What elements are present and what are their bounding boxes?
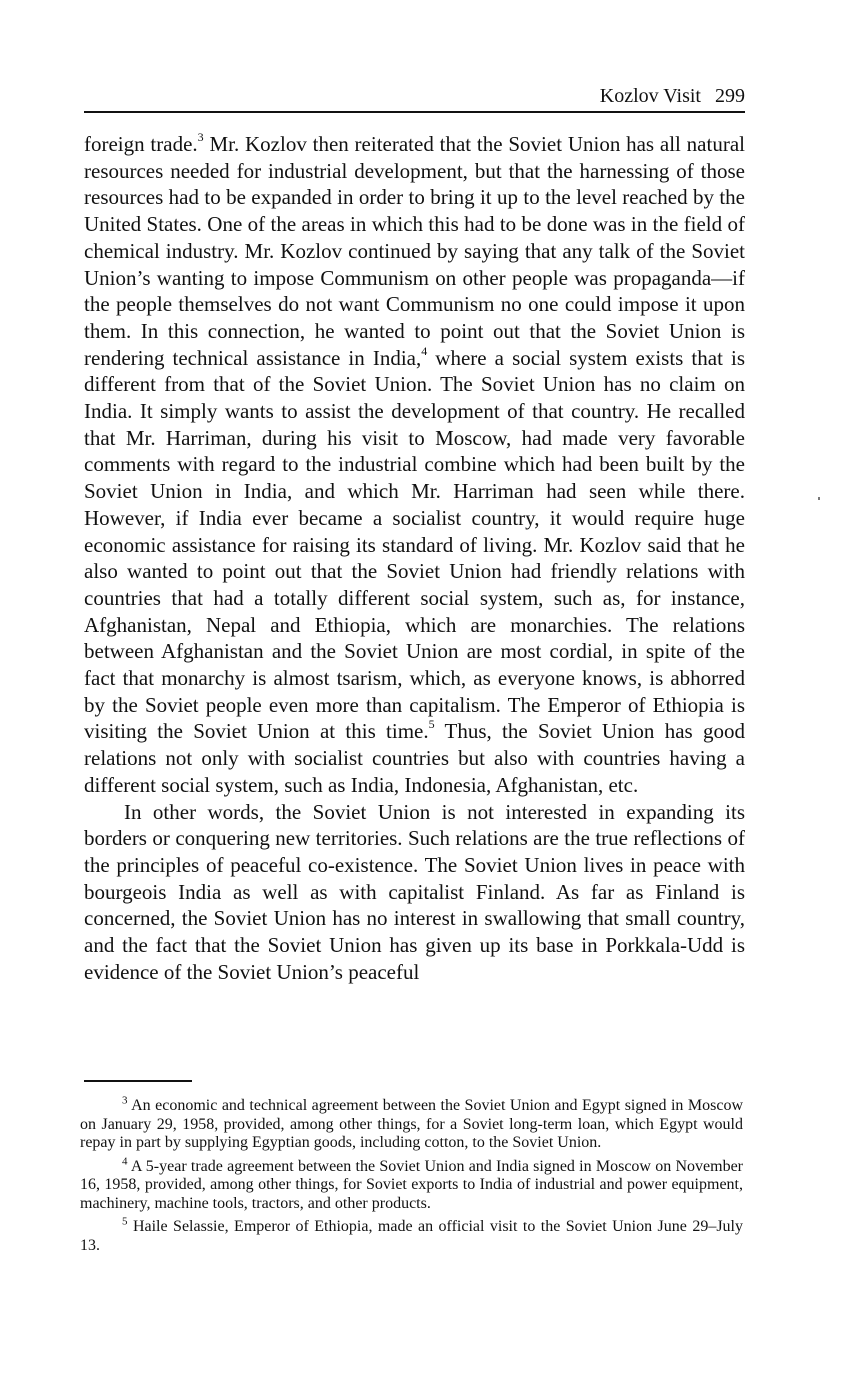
page-number: 299 (715, 85, 745, 107)
footnote-text: An economic and technical agreement between the Soviet Union and Egypt signed in Moscow on January 29, 1958, provided, among other things, for a Soviet long-term loan, which Egypt would repay in part by supplying Egyptian goods, including cotton, to the Soviet Union. (80, 1097, 744, 1151)
paragraph-2: In other words, the Soviet Union is not interested in expanding its borders or conquering new territories. Such relations are the true reflections of the principles of peaceful co-existence. The Soviet Union lives in peace with bourgeois India as well as with capitalist Finland. As far as Finland is concerned, the Soviet Union has no interest in swallowing that small country, and the fact that the Soviet Union has given up its base in Porkkala-Udd is evidence of the Soviet Union’s peaceful (84, 799, 745, 984)
paragraph-1-text: foreign trade. (84, 132, 198, 156)
footnote-text: Haile Selassie, Emperor of Ethiopia, made an official visit to the Soviet Union June 29–July 13. (80, 1218, 744, 1254)
footnote-number: 3 (122, 1094, 128, 1107)
header-rule (84, 111, 745, 113)
footnote-number: 5 (122, 1215, 128, 1228)
footnote-ref-5: 5 (428, 717, 435, 732)
footnote-4 (80, 1155, 743, 1214)
body-text (84, 131, 745, 986)
paragraph-1-text: Mr. Kozlov then reiterated that the Soviet Union has all natural resources needed for industrial development, but that the harnessing of those resources had to be expanded in order to bring it up to the level reached by the United States. One of the areas in which this had to be done was in the field of chemical industry. Mr. Kozlov continued by saying that any talk of the Soviet Union’s wanting to impose Communism on other people was propaganda—if the people themselves do not want Communism no one could impose it upon them. In this connection, he wanted to point out that the Soviet Union is rendering technical assistance in India, (84, 132, 745, 370)
running-header (84, 82, 745, 110)
paragraph-1 (84, 131, 745, 799)
footnote-rule (84, 1080, 192, 1082)
footnote-ref-3: 3 (197, 130, 204, 144)
footnote-ref-4: 4 (421, 343, 428, 358)
scan-speck (818, 497, 820, 500)
paragraph-1-text: Thus, the Soviet Union has good relations not only with socialist countries but also with countries having a different social system, such as India, Indonesia, Afghanistan, etc. (84, 719, 745, 797)
footnotes (80, 1094, 744, 1260)
footnote-text: A 5-year trade agreement between the Soviet Union and India signed in Moscow on November 16, 1958, provided, among other things, for Soviet exports to India of industrial and power equipment, machinery, machine tools, tractors, and other products. (80, 1157, 743, 1212)
footnote-number: 4 (122, 1155, 128, 1168)
running-title: Kozlov Visit (599, 85, 701, 107)
footnote-3 (80, 1094, 744, 1153)
paragraph-1-text: where a social system exists that is different from that of the Soviet Union. The Soviet Union has no claim on India. It simply wants to assist the development of that country. He recalled that Mr. Harriman, during his visit to Moscow, had made very favorable comments with regard to the industrial combine which had been built by the Soviet Union in India, and which Mr. Harriman had seen while there. However, if India ever became a socialist country, it would require huge economic assistance for raising its standard of living. Mr. Kozlov said that he also wanted to point out that the Soviet Union had friendly relations with countries that had a totally different social system, such as, for instance, Afghanistan, Nepal and Ethiopia, which are monarchies. The relations between Afghanistan and the Soviet Union are most cordial, in spite of the fact that monarchy is almost tsarism, which, as everyone knows, is abhorred by the Soviet people even more than capitalism. The Emperor of Ethiopia is visiting the Soviet Union at this time. (84, 345, 745, 744)
footnote-5 (80, 1215, 744, 1255)
